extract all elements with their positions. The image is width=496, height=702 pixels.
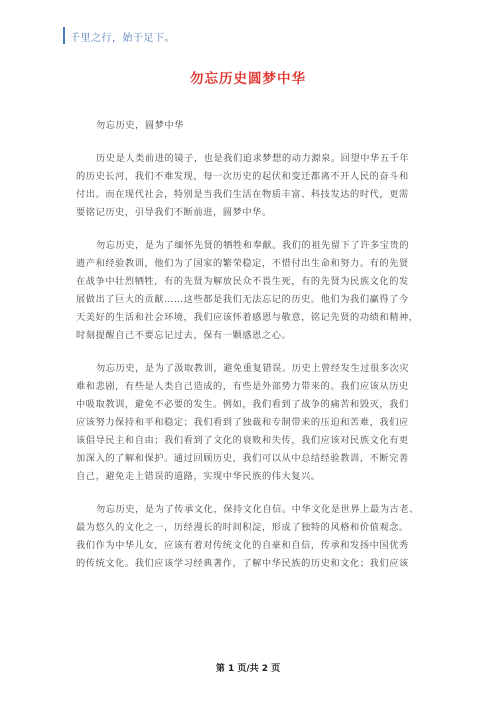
body-line: 该倡导民主和自由；我们看到了文化的衰败和失传，我们应该对民族文化有更 <box>76 435 409 446</box>
body-line: 天美好的生活和社会环境，我们应该怀着感恩与敬意，铭记先贤的功绩和精神， <box>76 312 419 323</box>
body-line: 的历史长河，我们不难发现，每一次历史的起伏和变迁都离不开人民的奋斗和 <box>76 171 409 182</box>
document-title: 勿忘历史圆梦中华 <box>190 71 306 87</box>
body-line: 勿忘历史，是为了传承文化，保持文化自信。中华文化是世界上最为古老、 <box>96 504 419 515</box>
body-line: 我们作为中华儿女，应该有着对传统文化的自豪和自信，传承和发扬中国优秀 <box>76 540 409 551</box>
body-line: 付出。而在现代社会，特别是当我们生活在物质丰富、科技发达的时代，更需 <box>76 189 409 200</box>
body-line: 中吸取教训，避免不必要的发生。例如，我们看到了战争的痛苦和毁灭，我们 <box>76 399 409 410</box>
body-line: 历史是人类前进的镜子，也是我们追求梦想的动力源泉。回望中华五千年 <box>96 153 410 164</box>
page-number: 第 1 页/共 2 页 <box>215 664 281 674</box>
body-line: 时刻提醒自己不要忘记过去，保有一颗感恩之心。 <box>76 330 292 341</box>
body-line: 勿忘历史，是为了汲取教训，避免重复错误。历史上曾经发生过很多次灾 <box>96 363 410 374</box>
header-accent-bar <box>63 27 65 44</box>
body-line: 展做出了巨大的贡献……这些都是我们无法忘记的历史。他们为我们赢得了今 <box>76 294 409 305</box>
body-line: 加深入的了解和保护。通过回顾历史，我们可以从中总结经验教训，不断完善 <box>76 453 409 464</box>
body-line: 要铭记历史，引导我们不断前进，圆梦中华。 <box>76 207 272 218</box>
body-line: 的传统文化。我们应该学习经典著作，了解中华民族的历史和文化；我们应该 <box>76 558 409 569</box>
body-line: 勿忘历史，是为了缅怀先贤的牺牲和奉献。我们的祖先留下了许多宝贵的 <box>96 240 410 251</box>
header-motto: 千里之行，始于足下。 <box>70 33 175 44</box>
body-line: 应该努力保持和平和稳定；我们看到了独裁和专制带来的压迫和苦难，我们应 <box>76 417 409 428</box>
body-line: 难和悲剧，有些是人类自己造成的，有些是外部势力带来的。我们应该从历史 <box>76 381 409 392</box>
body-line: 遗产和经验教训，他们为了国家的繁荣稳定，不惜付出生命和努力。有的先贤 <box>76 258 409 269</box>
body-line: 自己，避免走上错误的道路，实现中华民族的伟大复兴。 <box>76 471 321 482</box>
body-line: 最为悠久的文化之一，历经漫长的时间积淀，形成了独特的风格和价值观念。 <box>76 522 409 533</box>
body-line: 勿忘历史，圆梦中华 <box>96 120 185 131</box>
body-line: 在战争中壮烈牺牲，有的先贤为解放民众不畏生死，有的先贤为民族文化的发 <box>76 276 409 287</box>
